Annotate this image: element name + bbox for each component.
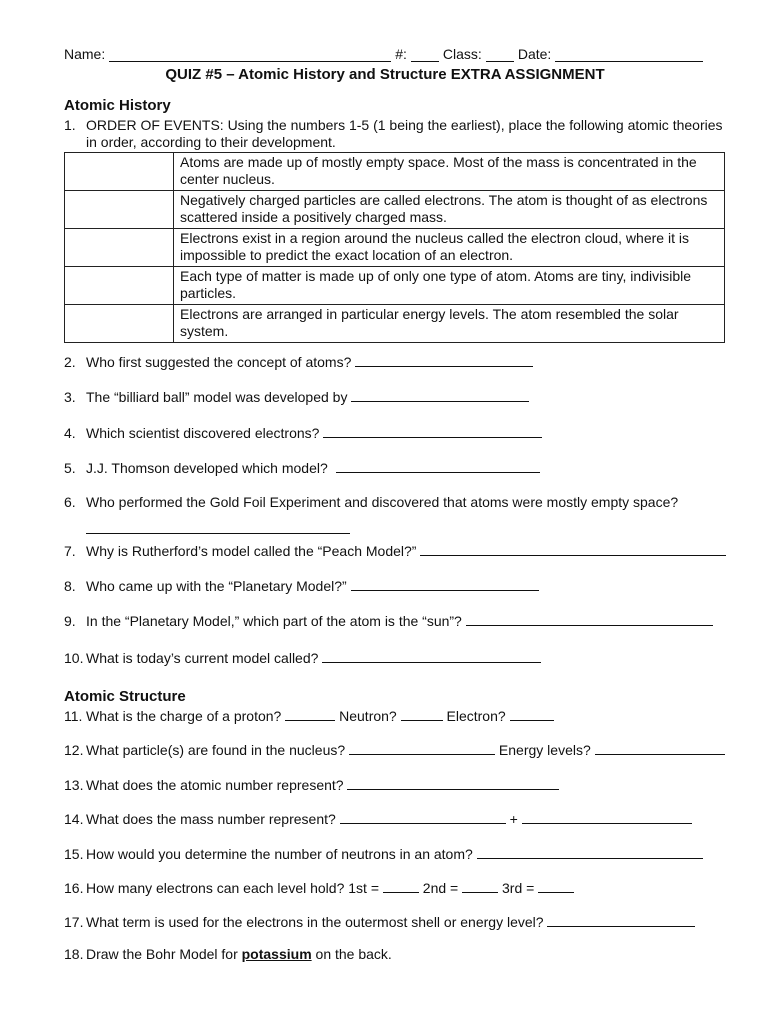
question-text: How many electrons can each level hold? 1st =	[86, 880, 379, 896]
date-blank[interactable]	[555, 47, 703, 62]
question-5	[64, 458, 540, 476]
order-of-events-table	[64, 152, 725, 343]
electron-charge-blank[interactable]	[510, 706, 554, 721]
question-text: What particle(s) are found in the nucleus?	[86, 742, 346, 758]
answer-blank[interactable]	[466, 611, 713, 626]
question-13	[64, 775, 559, 793]
question-text: Which scientist discovered electrons?	[86, 425, 320, 441]
question-number: 10.	[64, 650, 84, 666]
question-8	[64, 576, 539, 594]
answer-blank[interactable]	[323, 423, 542, 438]
class-label: Class:	[442, 46, 482, 62]
rank-cell[interactable]	[65, 191, 174, 229]
answer-blank[interactable]	[340, 809, 506, 824]
number-blank[interactable]	[411, 47, 439, 62]
question-14	[64, 809, 692, 827]
answer-blank[interactable]	[351, 576, 539, 591]
question-text: What is the charge of a proton?	[86, 708, 282, 724]
table-row	[65, 267, 725, 305]
question-text: What term is used for the electrons in the outermost shell or energy level?	[86, 914, 544, 930]
proton-charge-blank[interactable]	[285, 706, 335, 721]
question-number: 17.	[64, 914, 84, 930]
question-text: Draw the Bohr Model for	[86, 946, 238, 962]
question-number: 8.	[64, 578, 76, 594]
question-number: 5.	[64, 460, 76, 476]
event-cell: Electrons are arranged in particular energy levels. The atom resembled the solar system.	[174, 305, 725, 343]
worksheet-title: QUIZ #5 – Atomic History and Structure EXTRA ASSIGNMENT	[165, 66, 605, 83]
plus-sign: +	[509, 811, 518, 827]
question-number: 16.	[64, 880, 84, 896]
question-number: 2.	[64, 354, 76, 370]
question-2	[64, 352, 533, 370]
question-text: Why is Rutherford’s model called the “Peach Model?”	[86, 543, 417, 559]
question-1	[64, 117, 730, 151]
name-blank[interactable]	[109, 47, 391, 62]
answer-blank[interactable]	[347, 775, 559, 790]
rank-cell[interactable]	[65, 267, 174, 305]
question-text: What is today’s current model called?	[86, 650, 319, 666]
event-cell: Atoms are made up of mostly empty space. Most of the mass is concentrated in the center nucleus.	[174, 153, 725, 191]
potassium-emphasis: potassium	[241, 946, 312, 962]
answer-blank[interactable]	[336, 458, 540, 473]
question-number: 11.	[64, 708, 83, 724]
question-10	[64, 648, 541, 666]
question-text-after: on the back.	[315, 946, 392, 962]
answer-blank[interactable]	[477, 844, 703, 859]
question-text: ORDER OF EVENTS: Using the numbers 1-5 (1 being the earliest), place the following atomic theories in order, according to their development.	[86, 117, 723, 150]
question-3	[64, 387, 529, 405]
question-4	[64, 423, 542, 441]
atomic-history-heading: Atomic History	[64, 97, 171, 114]
question-text: What does the mass number represent?	[86, 811, 336, 827]
answer-blank[interactable]	[86, 519, 350, 534]
number-label: #:	[395, 46, 407, 62]
neutron-charge-blank[interactable]	[401, 706, 443, 721]
answer-blank-second[interactable]	[522, 809, 692, 824]
question-text: Who came up with the “Planetary Model?”	[86, 578, 347, 594]
answer-blank[interactable]	[351, 387, 529, 402]
table-row	[65, 153, 725, 191]
question-text: In the “Planetary Model,” which part of the atom is the “sun”?	[86, 613, 462, 629]
question-text: Who first suggested the concept of atoms?	[86, 354, 352, 370]
third-level-blank[interactable]	[538, 878, 574, 893]
question-17	[64, 912, 695, 930]
question-text: What does the atomic number represent?	[86, 777, 344, 793]
question-number: 9.	[64, 613, 76, 629]
rank-cell[interactable]	[65, 305, 174, 343]
table-row	[65, 191, 725, 229]
third-level-label: 3rd =	[502, 880, 535, 896]
question-11	[64, 706, 554, 724]
answer-blank[interactable]	[547, 912, 695, 927]
rank-cell[interactable]	[65, 153, 174, 191]
question-7	[64, 541, 726, 559]
question-number: 4.	[64, 425, 76, 441]
question-number: 13.	[64, 777, 84, 793]
atomic-structure-heading: Atomic Structure	[64, 688, 186, 705]
event-cell: Negatively charged particles are called electrons. The atom is thought of as electrons scattered inside a positively charged mass.	[174, 191, 725, 229]
name-label: Name:	[64, 46, 106, 62]
electron-label: Electron?	[446, 708, 506, 724]
rank-cell[interactable]	[65, 229, 174, 267]
question-number: 18.	[64, 946, 84, 962]
class-blank[interactable]	[486, 47, 514, 62]
answer-blank[interactable]	[355, 352, 533, 367]
question-number: 6.	[64, 494, 76, 510]
header-fields	[64, 46, 730, 62]
question-6	[64, 494, 678, 510]
event-cell: Electrons exist in a region around the nucleus called the electron cloud, where it is impossible to predict the exact location of an electron.	[174, 229, 725, 267]
question-9	[64, 611, 713, 629]
answer-blank[interactable]	[420, 541, 726, 556]
second-level-blank[interactable]	[462, 878, 498, 893]
question-number: 15.	[64, 846, 84, 862]
event-cell: Each type of matter is made up of only one type of atom. Atoms are tiny, indivisible particles.	[174, 267, 725, 305]
nucleus-particles-blank[interactable]	[349, 740, 495, 755]
answer-blank[interactable]	[322, 648, 541, 663]
question-text: J.J. Thomson developed which model?	[86, 460, 328, 476]
energy-levels-blank[interactable]	[595, 740, 725, 755]
question-number: 12.	[64, 742, 84, 758]
table-row	[65, 229, 725, 267]
question-15	[64, 844, 703, 862]
second-level-label: 2nd =	[422, 880, 459, 896]
question-16	[64, 878, 574, 896]
question-12	[64, 740, 725, 758]
neutron-label: Neutron?	[339, 708, 397, 724]
question-18	[64, 946, 392, 962]
question-text: How would you determine the number of neutrons in an atom?	[86, 846, 473, 862]
energy-levels-label: Energy levels?	[498, 742, 591, 758]
question-text: The “billiard ball” model was developed by	[86, 389, 348, 405]
question-number: 1.	[64, 117, 76, 133]
question-number: 14.	[64, 811, 84, 827]
question-number: 3.	[64, 389, 76, 405]
question-text: Who performed the Gold Foil Experiment and discovered that atoms were mostly empty space?	[86, 494, 679, 510]
first-level-blank[interactable]	[383, 878, 419, 893]
question-6-answer	[86, 519, 350, 537]
date-label: Date:	[517, 46, 552, 62]
table-row	[65, 305, 725, 343]
question-number: 7.	[64, 543, 76, 559]
